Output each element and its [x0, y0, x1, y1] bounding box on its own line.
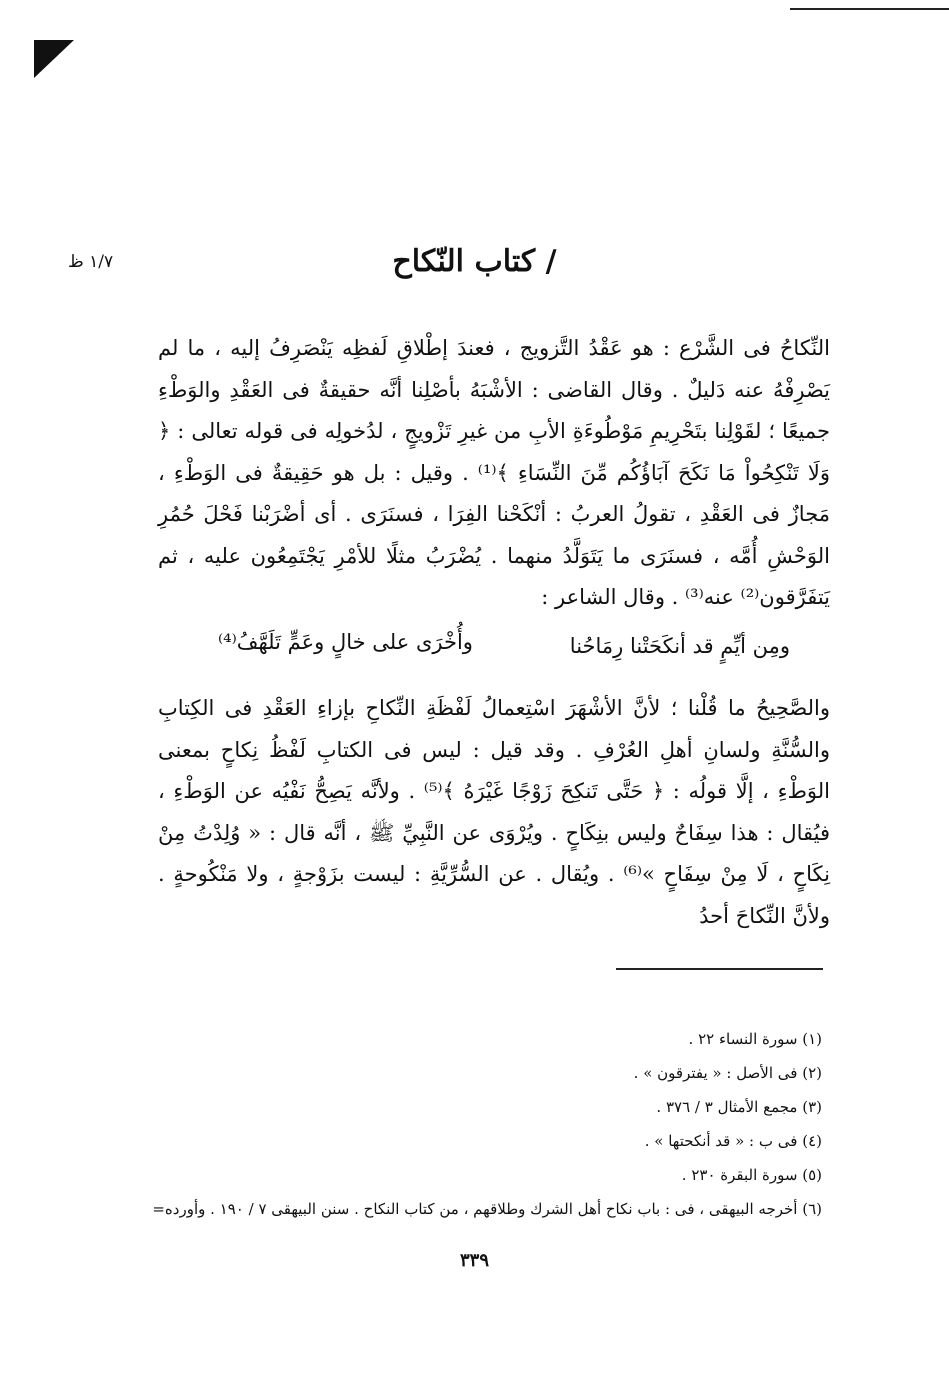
footnote-4: (٤) فى ب : « قد أنكحتها » . — [644, 1132, 822, 1150]
verse-second-hemistich: وأُخْرَى على خالٍ وعَمٍّ تَلَهَّفُ⁽⁴⁾ — [218, 630, 473, 654]
footnote-3: (٣) مجمع الأمثال ٣ / ٣٧٦ . — [656, 1098, 822, 1116]
footnote-separator — [616, 968, 823, 970]
footnote-1: (١) سورة النساء ٢٢ . — [688, 1030, 822, 1048]
paragraph-1-text: النِّكاحُ فى الشَّرْع : هو عَقْدُ التَّزويج ، فعندَ إطْلاقِ لَفظِه يَنْصَرِفُ إليه ، ما لم يَصْرِفْهُ عنه دَليلٌ . وقال القاضى : الأشْبَهُ بأصْلِنا أنَّه حقيقةٌ فى العَقْدِ والوَطْءِ جميعًا ؛ لقَوْلِنا بتَحْرِيمِ مَوْطُوءَةِ الأبِ من غيرِ تَزْويجٍ ، لدُخولِه فى قوله تعالى : ﴿ وَلَا تَنْكِحُواْ مَا نَكَحَ آبَاؤُكُم مِّنَ النِّسَاءِ ﴾⁽¹⁾ . وقيل : بل هو حَقِيقةٌ فى الوَطْءِ ، مَجازٌ فى العَقْدِ ، تقولُ العربُ : أنْكَحْنا الفِرَا ، فسنَرَى . أى أضْرَبْنا فَحْلَ حُمُرِ الوَحْشِ أُمَّه ، فسنَرَى ما يَتَوَلَّدُ منهما . يُضْرَبُ مثلًا للأمْرِ يَجْتَمِعُون عليه ، ثم يَتفَرَّقون⁽²⁾ عنه⁽³⁾ . وقال الشاعر : — [158, 336, 830, 609]
corner-triangle-mark — [34, 40, 74, 78]
verse-first-hemistich: ومِن أيِّمٍ قد أنكَحَتْنا رِمَاحُنا — [569, 634, 790, 658]
chapter-title: / كتاب النّكاح — [392, 244, 557, 279]
footnotes — [150, 1022, 822, 1226]
margin-folio-note: ١/٧ ظ — [68, 252, 114, 272]
paragraph-2-text: والصَّحِيحُ ما قُلْنا ؛ لأنَّ الأشْهَرَ اسْتِعمالُ لَفْظَةِ النِّكاحِ بإزاءِ العَقْدِ فى الكِتابِ والسُّنَّةِ ولسانِ أهلِ العُرْفِ . وقد قيل : ليس فى الكتابِ لَفْظُ نِكاحٍ بمعنى الوَطْءِ ، إلَّا قولُه : ﴿ حَتَّى تَنكِحَ زَوْجًا غَيْرَهُ ﴾⁽⁵⁾ . ولأنَّه يَصِحُّ نَفْيُه عن الوَطْءِ ، فيُقال : هذا سِفَاحٌ وليس بنِكَاحٍ . ويُرْوَى عن النَّبِيِّ ﷺ ، أنَّه قال : « وُلِدْتُ مِنْ نِكَاحٍ ، لَا مِنْ سِفَاحٍ »⁽⁶⁾ . ويُقال . عن السُّرِّيَّةِ : ليست بزَوْجةٍ ، ولا مَنْكُوحةٍ . ولأنَّ النِّكاحَ أحدُ — [158, 696, 830, 928]
footnote-6: (٦) أخرجه البيهقى ، فى : باب نكاح أهل الشرك وطلاقهم ، من كتاب النكاح . سنن البيهقى ٧ / ١٩٠ . وأورده= — [152, 1200, 822, 1218]
top-edge-rule — [790, 8, 949, 10]
footnote-5: (٥) سورة البقرة ٢٣٠ . — [681, 1166, 822, 1184]
main-paragraph-2 — [158, 688, 830, 937]
poetry-verse — [158, 622, 830, 670]
footnote-2: (٢) فى الأصل : « يفترقون » . — [633, 1064, 822, 1082]
main-paragraph-1 — [158, 328, 830, 619]
page-number: ٣٣٩ — [459, 1250, 489, 1271]
